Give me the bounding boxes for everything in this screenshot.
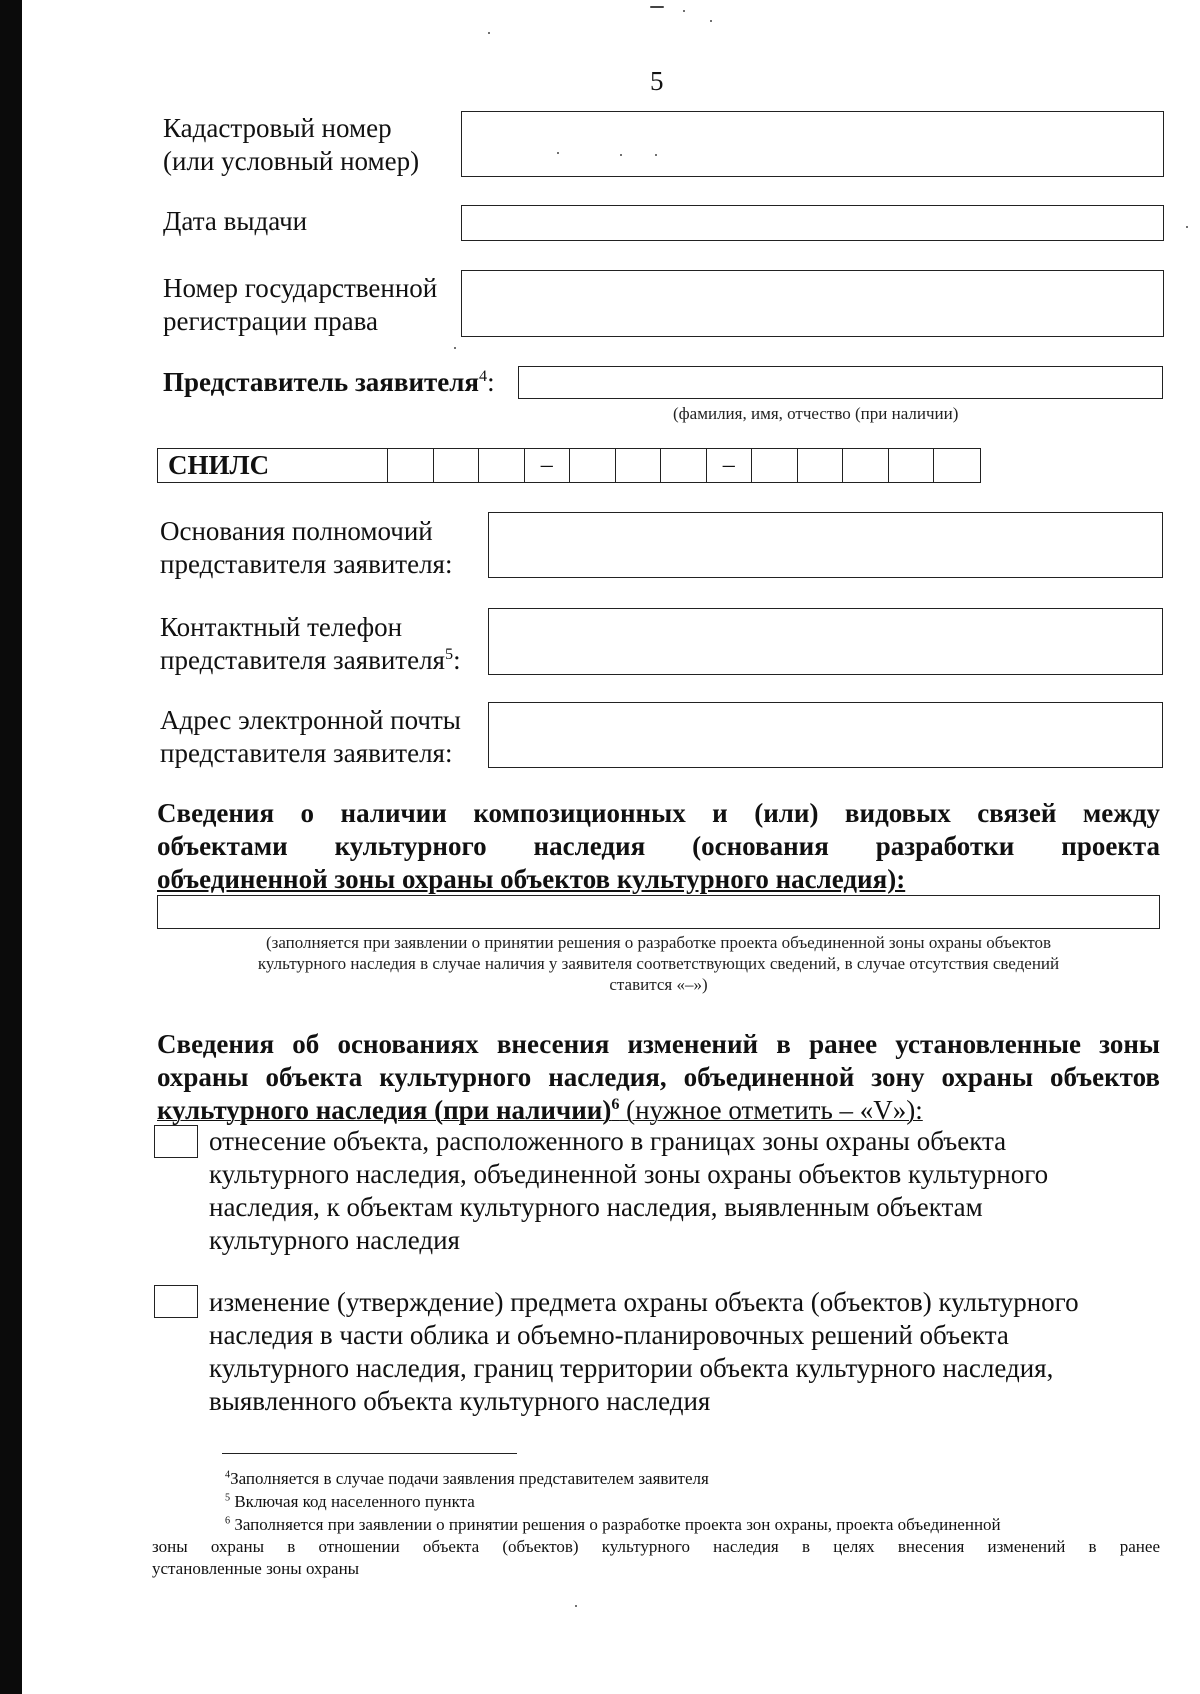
composition-links-heading: Сведения о наличии композиционных и (или) видовых связей между объектами культурного наследия (основания разработки проекта объединенной зоны охраны объектов культурного наследия): (157, 798, 1160, 894)
composition-links-hint: (заполняется при заявлении о принятии решения о разработке проекта объединенной зоны охраны объектов культурного наследия в случае наличия у заявителя соответствующих сведений, в случае отсутствия сведений ставится «–») (257, 933, 1060, 994)
snils-digit-cell[interactable] (798, 449, 844, 482)
footnote-5: $^5$ Включая код населенного пункта (225, 1492, 475, 1511)
phone-field[interactable] (488, 608, 1163, 675)
composition-links-field[interactable] (157, 895, 1160, 929)
authority-basis-label: Основания полномочий представителя заявителя: (160, 516, 453, 579)
scan-speck (575, 1605, 577, 1607)
registration-number-label: Номер государственной регистрации права (163, 273, 438, 336)
registration-number-field[interactable] (461, 270, 1164, 337)
snils-digit-cell[interactable] (434, 449, 480, 482)
scan-speck (557, 152, 559, 154)
cadastral-number-field[interactable] (461, 111, 1164, 177)
scan-speck (683, 10, 685, 12)
option-checkbox-reclassification[interactable] (154, 1125, 198, 1158)
snils-digit-cell[interactable] (752, 449, 798, 482)
snils-separator: – (707, 449, 753, 482)
page-number: 5 (650, 66, 664, 96)
representative-name-field[interactable] (518, 366, 1163, 399)
snils-label: СНИЛС (158, 449, 388, 482)
email-field[interactable] (488, 702, 1163, 768)
cadastral-number-label: Кадастровый номер (или условный номер) (163, 113, 420, 176)
snils-digit-cell[interactable] (616, 449, 662, 482)
email-label: Адрес электронной почты представителя заявителя: (160, 705, 461, 768)
option-text-protection-subject: изменение (утверждение) предмета охраны объекта (объектов) культурного наследия в части облика и объемно-планировочных решений объекта культурного наследия, границ территории объекта культурного наследия, выявленного объекта культурного наследия (209, 1287, 1079, 1416)
snils-digit-cell[interactable] (843, 449, 889, 482)
scan-speck (655, 154, 657, 156)
phone-label: Контактный телефон представителя заявителя$^5$: (160, 612, 461, 675)
representative-label: Представитель заявителя$^4$: (163, 367, 495, 397)
zone-changes-heading: Сведения об основаниях внесения изменений в ранее установленные зоны охраны объекта культурного наследия, объединенной зону охраны объектов культурного наследия (при наличии)$^6$ (нужное отметить – «V»): (157, 1029, 1160, 1125)
scan-binding-edge (0, 0, 22, 1694)
issue-date-field[interactable] (461, 205, 1164, 241)
issue-date-label: Дата выдачи (163, 206, 308, 236)
scan-speck (1186, 226, 1188, 228)
snils-digit-cell[interactable] (661, 449, 707, 482)
scan-speck (650, 6, 664, 8)
snils-digit-cell[interactable] (570, 449, 616, 482)
footnote-separator (222, 1453, 517, 1454)
snils-digit-cell[interactable] (479, 449, 525, 482)
option-text-reclassification: отнесение объекта, расположенного в границах зоны охраны объекта культурного наследия, объединенной зоны охраны объектов культурного наследия, к объектам культурного наследия, выявленным объектам культурного наследия (209, 1126, 1049, 1255)
scan-speck (710, 20, 712, 22)
snils-digit-cell[interactable] (889, 449, 935, 482)
snils-row (157, 448, 981, 483)
authority-basis-field[interactable] (488, 512, 1163, 578)
snils-separator: – (525, 449, 571, 482)
snils-digit-cell[interactable] (388, 449, 434, 482)
snils-digit-cell[interactable] (934, 449, 980, 482)
option-checkbox-protection-subject[interactable] (154, 1285, 198, 1318)
footnote-6: $^6$ Заполняется при заявлении о принятии решения о разработке проекта зон охраны, проекта объединенной зоны охраны в отношении объекта (объектов) культурного наследия в целях внесения изменений в ранее установленные зоны охраны (152, 1515, 1160, 1578)
scan-speck (454, 347, 456, 349)
representative-name-hint: (фамилия, имя, отчество (при наличии) (673, 404, 959, 423)
scan-speck (620, 154, 622, 156)
scan-speck (488, 32, 490, 34)
footnote-4: $^4$Заполняется в случае подачи заявления представителем заявителя (225, 1469, 709, 1488)
